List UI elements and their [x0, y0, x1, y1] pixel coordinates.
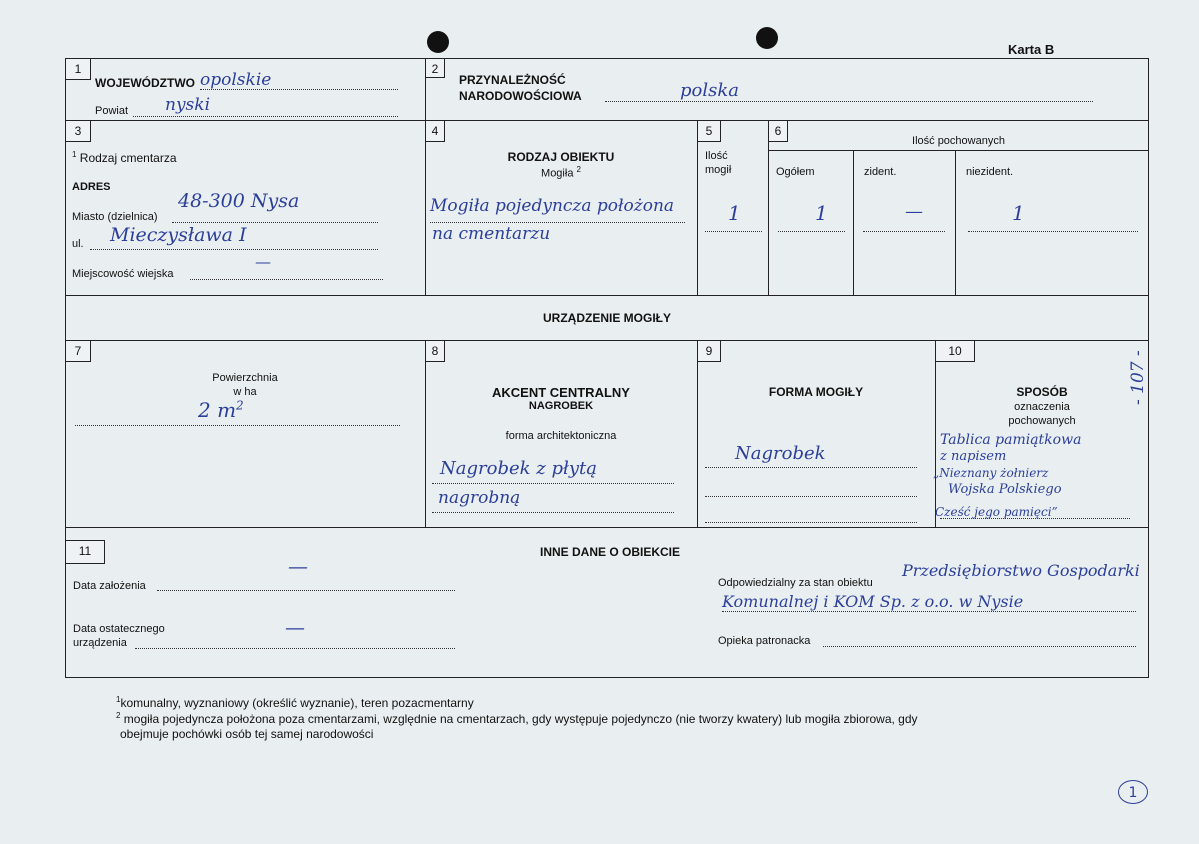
rodzaj-cmentarza-label [72, 150, 177, 165]
data-ostatecznego-label-2: urządzenia [73, 637, 127, 649]
dotted-line [705, 231, 762, 232]
dotted-line [705, 496, 917, 497]
dotted-line [605, 101, 1093, 102]
dotted-line [863, 231, 945, 232]
dotted-line [157, 590, 455, 591]
cell-number-10: 10 [935, 340, 975, 362]
sposob-sub-1: oznaczenia [1014, 401, 1070, 413]
punch-hole-left [427, 31, 449, 53]
wies-label: Miejscowość wiejska [72, 268, 174, 280]
page-mark: 1 [1118, 780, 1148, 804]
urzadzenie-mogily-title: URZĄDZENIE MOGIŁY [543, 311, 671, 325]
footnote-1-text: komunalny, wyznaniowy (określić wyznanie), teren pozacmentarny [120, 696, 474, 710]
sposob-value-2: z napisem [940, 449, 1007, 464]
powierzchnia-value [198, 398, 244, 422]
ul-value: Mieczysława I [110, 224, 247, 246]
rule [65, 340, 1149, 341]
przynaleznosc-label-2: NARODOWOŚCIOWA [459, 89, 582, 103]
ilosc-mogil-label-2: mogił [705, 164, 732, 176]
odpowiedzialny-value-1: Przedsiębiorstwo Gospodarki [902, 561, 1140, 580]
footnote-2-line-2: obejmuje pochówki osób tej samej narodowości [120, 727, 374, 741]
dotted-line [133, 116, 398, 117]
akcent-value-1: Nagrobek z płytą [440, 458, 597, 479]
rodzaj-cmentarza-text: Rodzaj cmentarza [79, 151, 177, 165]
data-zalozenia-value: — [288, 554, 308, 578]
sposob-value-4: Wojska Polskiego [948, 482, 1062, 497]
mogila-label [425, 165, 697, 180]
rule [768, 150, 1149, 151]
dotted-line [940, 518, 1130, 519]
dotted-line [432, 512, 674, 513]
ogolem-label: Ogółem [776, 166, 815, 178]
cell-number-7: 7 [65, 340, 91, 362]
adres-label: ADRES [72, 181, 111, 193]
dotted-line [432, 483, 674, 484]
rodzaj-obiektu-title: RODZAJ OBIEKTU [507, 150, 615, 164]
niezident-value: 1 [1012, 201, 1025, 225]
zident-label: zident. [864, 166, 897, 178]
ilosc-mogil-value: 1 [728, 201, 741, 225]
wojewodztwo-label: WOJEWÓDZTWO [95, 76, 195, 90]
ogolem-value: 1 [815, 201, 828, 225]
rule [955, 150, 956, 295]
footnote-2-text-1: mogiła pojedyncza położona poza cmentarzami, względnie na cmentarzach, gdy występuje pojedynczo (nie tworzy kwatery) lub mogiła zbiorowa, gdy [123, 712, 918, 726]
opieka-patronacka-label: Opieka patronacka [718, 635, 811, 647]
wies-value: — [255, 252, 271, 271]
powiat-value: nyski [165, 95, 211, 115]
powierzchnia-label-2: w ha [233, 386, 257, 398]
rule [65, 120, 1149, 121]
footnote-2-line-1 [116, 711, 918, 726]
ilosc-mogil-label-1: Ilość [705, 150, 728, 162]
cell-number-2: 2 [425, 58, 445, 78]
dotted-line [778, 231, 845, 232]
rule [65, 295, 1149, 296]
cell-number-8: 8 [425, 340, 445, 362]
miasto-label: Miasto (dzielnica) [72, 211, 158, 223]
footnote-1-marker: 1 [116, 695, 121, 704]
dotted-line [705, 467, 917, 468]
odpowiedzialny-label: Odpowiedzialny za stan obiektu [718, 577, 873, 589]
rule [65, 527, 1149, 528]
dotted-line [135, 648, 455, 649]
cell-number-5: 5 [697, 120, 721, 142]
forma-architektoniczna-label: forma architektoniczna [505, 430, 617, 442]
card-label: Karta B [1008, 42, 1055, 57]
cell-number-1: 1 [65, 58, 91, 80]
dotted-line [75, 425, 400, 426]
margin-page-number: - 107 - [1128, 350, 1148, 405]
zident-value: — [905, 201, 923, 222]
dotted-line [823, 646, 1136, 647]
footnote-ref-1: 1 [72, 150, 77, 159]
rodzaj-obiektu-value-1: Mogiła pojedyncza położona [430, 196, 675, 216]
cell-number-3: 3 [65, 120, 91, 142]
powierzchnia-unit-exponent: 2 [236, 398, 244, 413]
mogila-text: Mogiła [541, 167, 574, 180]
cell-number-4: 4 [425, 120, 445, 142]
nagrobek-label: NAGROBEK [528, 400, 594, 412]
sposob-sub-2: pochowanych [1008, 415, 1076, 427]
dotted-line [430, 222, 685, 223]
przynaleznosc-label-1: PRZYNALEŻNOŚĆ [459, 73, 566, 87]
powiat-label: Powiat [95, 105, 129, 117]
rule [697, 340, 698, 527]
sposob-value-5: Cześć jego pamięci” [935, 505, 1058, 519]
inne-dane-title: INNE DANE O OBIEKCIE [539, 545, 680, 559]
sposob-value-1: Tablica pamiątkowa [940, 432, 1082, 448]
akcent-value-2: nagrobną [438, 488, 521, 508]
data-ostatecznego-value: — [285, 615, 305, 639]
ul-label: ul. [72, 238, 84, 250]
przynaleznosc-value: polska [680, 80, 739, 101]
powierzchnia-number: 2 m [198, 398, 237, 422]
forma-mogily-title: FORMA MOGIŁY [768, 385, 864, 399]
punch-hole-right [756, 27, 778, 49]
footnote-1 [116, 695, 474, 710]
akcent-centralny-title: AKCENT CENTRALNY [492, 385, 630, 400]
ilosc-pochowanych-title: Ilość pochowanych [912, 135, 1005, 147]
data-zalozenia-label: Data założenia [73, 580, 146, 592]
data-ostatecznego-label-1: Data ostatecznego [73, 623, 165, 635]
cell-number-6: 6 [768, 120, 788, 142]
footnote-2-marker: 2 [116, 711, 121, 720]
rule [935, 340, 936, 527]
dotted-line [705, 522, 917, 523]
forma-mogily-value: Nagrobek [735, 443, 826, 464]
dotted-line [90, 249, 378, 250]
dotted-line [968, 231, 1138, 232]
powierzchnia-label-1: Powierzchnia [212, 372, 278, 384]
sposob-title: SPOSÓB [1016, 385, 1068, 399]
wojewodztwo-value: opolskie [200, 70, 272, 90]
dotted-line [172, 222, 378, 223]
rule [697, 120, 698, 295]
cell-number-9: 9 [697, 340, 721, 362]
dotted-line [190, 279, 383, 280]
dotted-line [722, 611, 1136, 612]
rule [853, 150, 854, 295]
cell-number-11: 11 [65, 540, 105, 564]
miasto-value: 48-300 Nysa [178, 190, 300, 212]
sposob-value-3: „Nieznany żołnierz [933, 466, 1049, 480]
niezident-label: niezident. [966, 166, 1014, 178]
odpowiedzialny-value-2: Komunalnej i KOM Sp. z o.o. w Nysie [722, 592, 1024, 611]
footnote-ref-2: 2 [576, 165, 581, 174]
rodzaj-obiektu-value-2: na cmentarzu [432, 224, 551, 244]
